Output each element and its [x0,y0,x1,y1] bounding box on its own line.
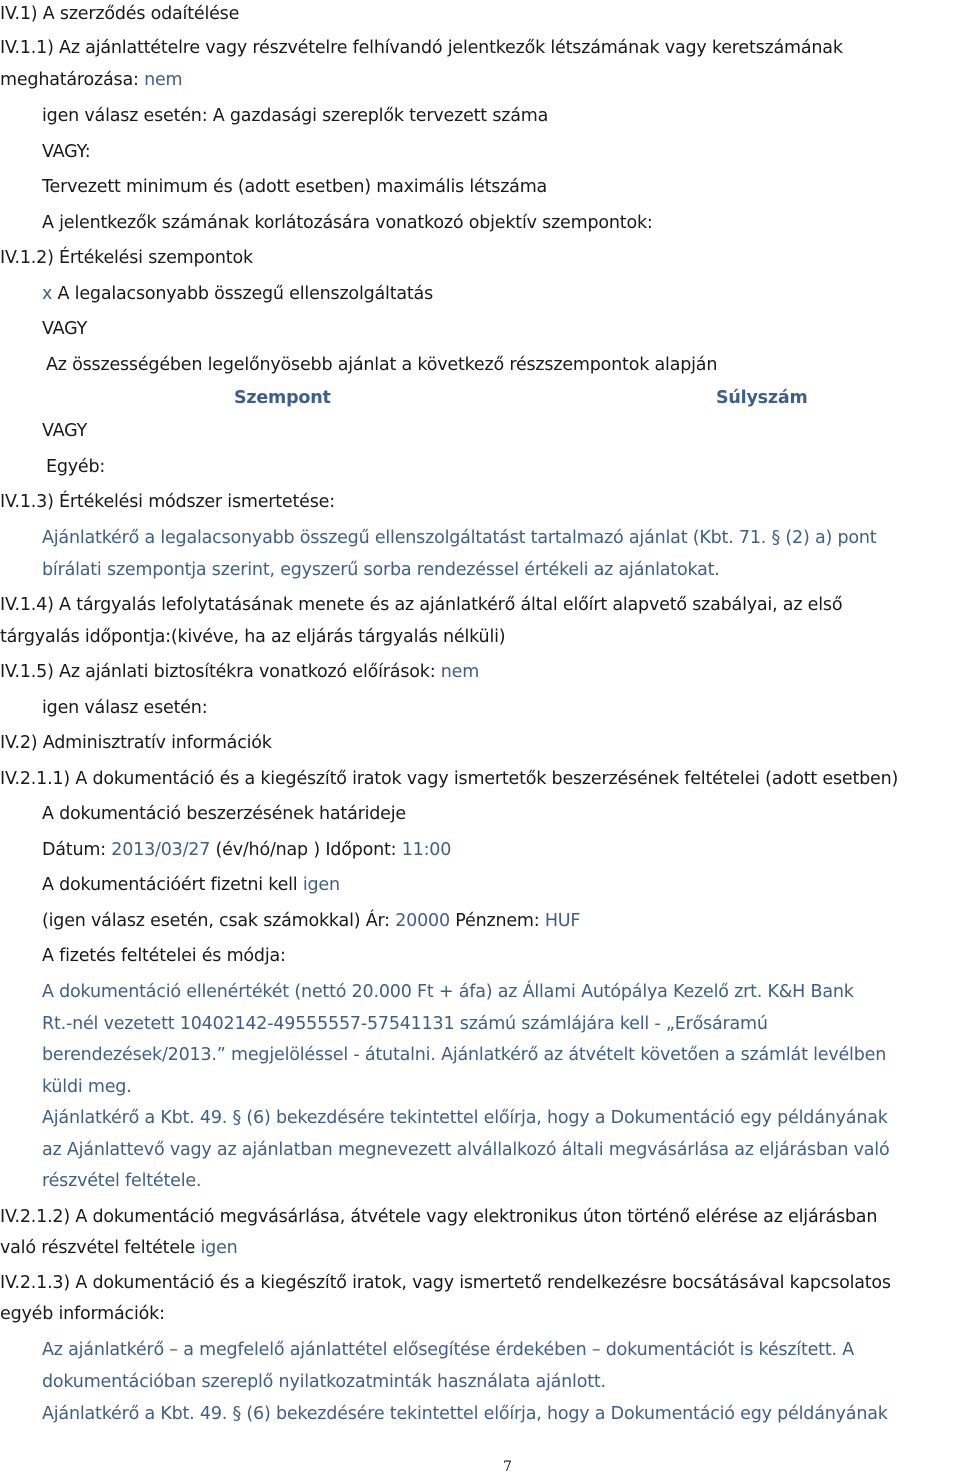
iv112-lowest: A legalacsonyabb összegű ellenszolgáltatás [57,284,433,304]
iv2111-date-line [42,839,451,861]
iv114-line2: tárgyalás időpontja:(kivéve, ha az eljárás tárgyalás nélküli) [0,627,506,647]
iv2113-info2: dokumentációban szereplő nyilatkozatminták használata ajánlott. [42,1372,606,1392]
iv112-other: Egyéb: [46,457,106,477]
iv2111-terms3: berendezések/2013.” megjelöléssel - átutalni. Ajánlatkérő az átvételt követően a számlát levélben [42,1045,887,1065]
iv115-value: nem [440,662,480,682]
pay-value: igen [302,875,340,895]
currency-value: HUF [544,911,581,931]
iv2113-line1: IV.2.1.3) A dokumentáció és a kiegészítő iratok, vagy ismertető rendelkezésre bocsátásával kapcsolatos [0,1273,891,1293]
iv2111-deadline: A dokumentáció beszerzésének határideje [42,804,406,824]
iv2111-kbt3: részvétel feltétele. [42,1171,202,1191]
iv2112-line2 [0,1237,238,1259]
iv2111-kbt2: az Ajánlattevő vagy az ajánlatban megnevezett alvállalkozó általi megvásárlása az eljárásban való [42,1140,890,1160]
iv112-title: IV.1.2) Értékelési szempontok [0,248,253,268]
iv111-planned: Tervezett minimum és (adott esetben) maximális létszáma [42,177,548,197]
date-label: Dátum: [42,840,112,860]
iv2111-terms4: küldi meg. [42,1077,132,1097]
iv112-col-weight: Súlyszám [716,388,808,408]
iv111-criteria: A jelentkezők számának korlátozására vonatkozó objektív szempontok: [42,213,653,233]
page-number: 7 [503,1459,512,1475]
iv111-line2 [0,69,182,91]
iv113-title: IV.1.3) Értékelési módszer ismertetése: [0,492,335,512]
iv111-or: VAGY: [42,142,91,162]
currency-label: Pénznem: [449,911,545,931]
iv113-text1: Ajánlatkérő a legalacsonyabb összegű ellenszolgáltatást tartalmazó ajánlat (Kbt. 71. § (2) a) pont [42,528,877,548]
iv2112-label: való részvétel feltétele [0,1238,201,1258]
iv2111-title: IV.2.1.1) A dokumentáció és a kiegészítő iratok vagy ismertetők beszerzésének feltételei (adott esetben) [0,769,899,789]
iv2111-price-line [42,910,580,932]
iv112-mark: x [42,284,53,304]
price-label: (igen válasz esetén, csak számokkal) Ár: [42,911,396,931]
pay-label: A dokumentációért fizetni kell [42,875,303,895]
iv112-col-criterion: Szempont [234,388,331,408]
iv115-line [0,661,479,683]
iv114-line1: IV.1.4) A tárgyalás lefolytatásának menete és az ajánlatkérő által előírt alapvető szabályai, az első [0,595,843,615]
iv112-or2: VAGY [42,421,88,441]
iv112-lowest-row [42,283,433,305]
iv111-label: meghatározása: [0,70,145,90]
iv113-text2: bírálati szempontja szerint, egyszerű sorba rendezéssel értékeli az ajánlatokat. [42,560,720,580]
iv2113-line2: egyéb információk: [0,1304,165,1324]
iv115-label: IV.1.5) Az ajánlati biztosítékra vonatkozó előírások: [0,662,441,682]
date-value: 2013/03/27 [111,840,211,860]
iv112-best: Az összességében legelőnyösebb ajánlat a következő részszempontok alapján [46,355,718,375]
iv2111-terms2: Rt.-nél vezetett 10402142-49555557-57541131 számú számlájára kell - „Erősáramú [42,1014,768,1034]
iv2111-pay-line [42,874,340,896]
iv111-line1: IV.1.1) Az ajánlattételre vagy részvételre felhívandó jelentkezők létszámának vagy keretszámának [0,38,843,58]
time-value: 11:00 [401,840,452,860]
iv2111-terms1: A dokumentáció ellenértékét (nettó 20.000 Ft + áfa) az Állami Autópálya Kezelő zrt. K&H Bank [42,982,854,1002]
iv2112-line1: IV.2.1.2) A dokumentáció megvásárlása, átvétele vagy elektronikus úton történő elérése az eljárásban [0,1207,878,1227]
section-iv1-heading: IV.1) A szerződés odaítélése [0,4,240,24]
price-value: 20000 [395,911,450,931]
iv2111-terms-label: A fizetés feltételei és módja: [42,946,286,966]
iv111-value: nem [144,70,183,90]
iv2111-kbt1: Ajánlatkérő a Kbt. 49. § (6) bekezdésére tekintettel előírja, hogy a Dokumentáció egy példányának [42,1108,888,1128]
iv115-if-yes: igen válasz esetén: [42,698,208,718]
date-format: (év/hó/nap ) Időpont: [210,840,402,860]
iv2113-info1: Az ajánlatkérő – a megfelelő ajánlattétel elősegítése érdekében – dokumentációt is készített. A [42,1340,855,1360]
section-iv2-heading: IV.2) Adminisztratív információk [0,733,272,753]
iv2112-value: igen [200,1238,238,1258]
iv2113-kbt: Ajánlatkérő a Kbt. 49. § (6) bekezdésére tekintettel előírja, hogy a Dokumentáció egy példányának [42,1404,888,1424]
iv111-if-yes: igen válasz esetén: A gazdasági szereplők tervezett száma [42,106,549,126]
iv112-or1: VAGY [42,319,88,339]
